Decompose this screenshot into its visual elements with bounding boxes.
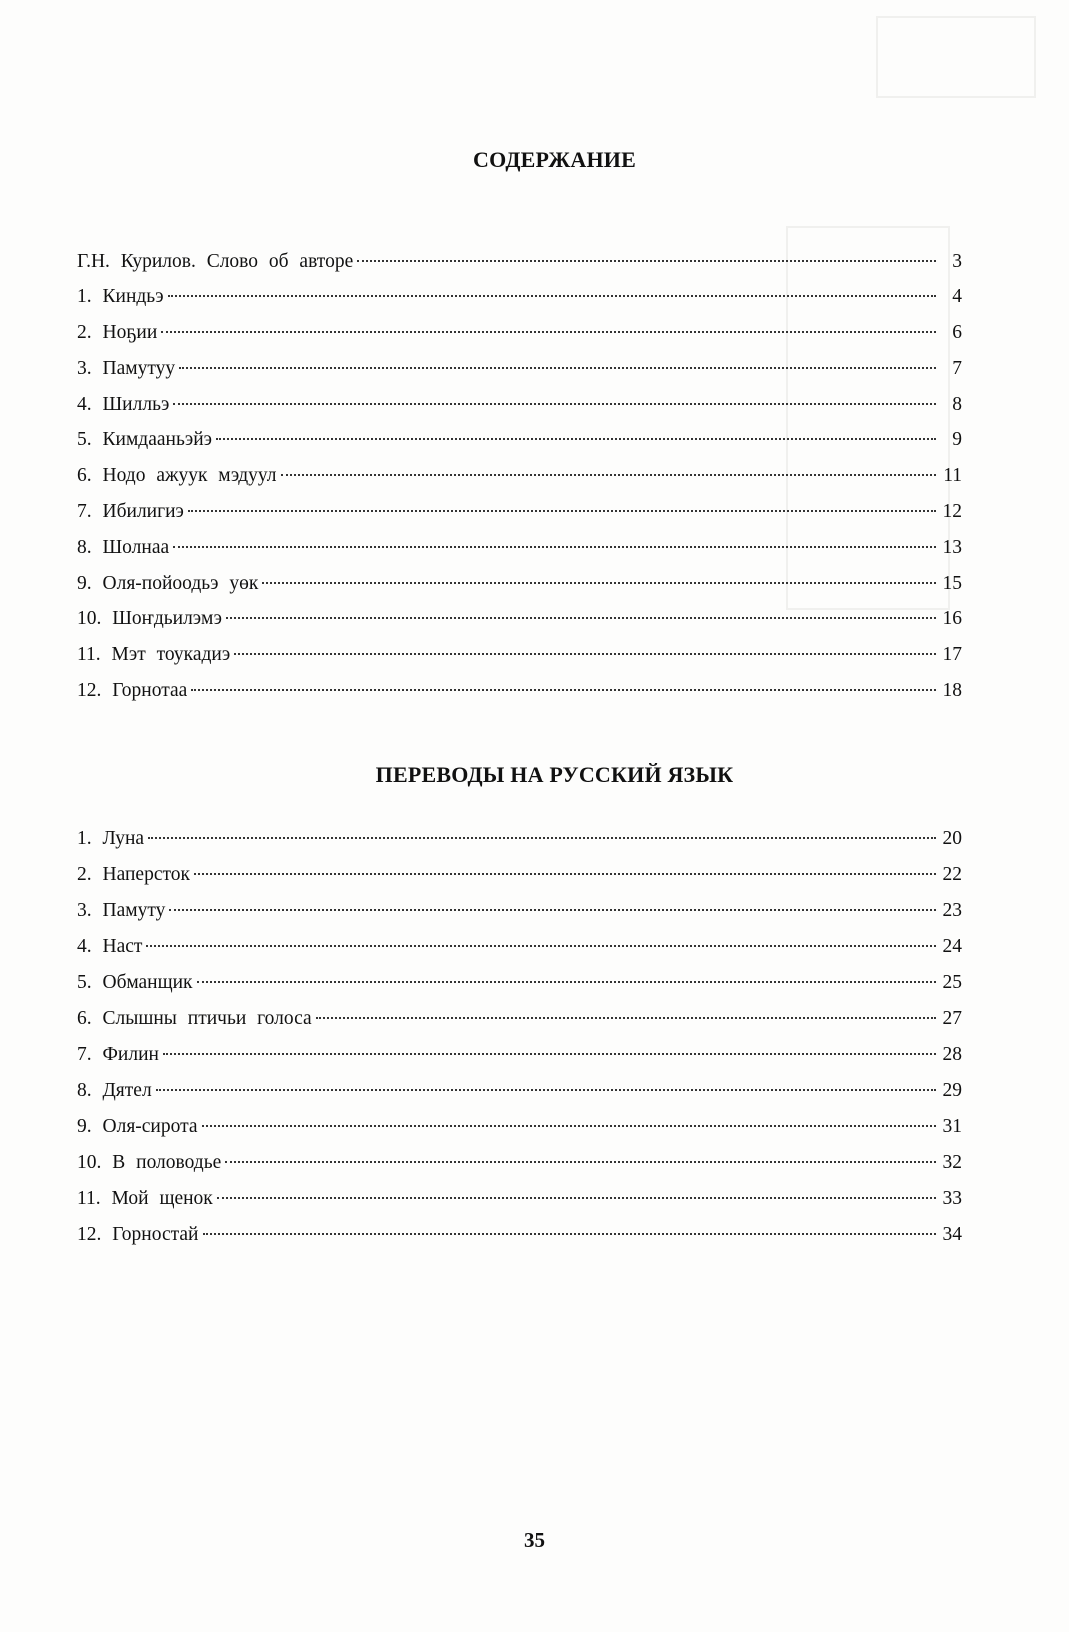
toc-entry-title: 4. Шилльэ — [77, 393, 170, 415]
dot-leader — [188, 491, 936, 513]
toc-entry-title: 4. Наст — [77, 935, 143, 957]
toc-page-number: 18 — [942, 680, 962, 702]
toc-entry-title: 9. Оля-пойоодьэ уөк — [77, 572, 259, 594]
toc-page-number: 4 — [952, 286, 962, 308]
toc-entry[interactable] — [77, 675, 962, 711]
dot-leader — [316, 997, 936, 1019]
dot-leader — [191, 670, 936, 692]
toc-page-number: 11 — [943, 465, 962, 487]
toc-page-number: 22 — [942, 863, 962, 885]
contents-list — [77, 245, 962, 710]
toc-entry[interactable] — [77, 1218, 962, 1254]
stamp-showthrough — [876, 16, 1036, 98]
toc-entry-title: 2. Ноҕии — [77, 322, 158, 344]
toc-page-number: 17 — [942, 644, 962, 666]
toc-page-number: 15 — [942, 572, 962, 594]
toc-entry-title: 11. Мэт тоукадиэ — [77, 644, 231, 666]
toc-entry-title: 10. В половодье — [77, 1151, 222, 1173]
dot-leader — [169, 889, 936, 911]
toc-entry-title: 1. Луна — [77, 827, 145, 849]
toc-entry-title: 6. Нодо ажуук мэдуул — [77, 465, 277, 487]
dot-leader — [262, 562, 936, 584]
toc-entry-title: 8. Шолнаа — [77, 536, 170, 558]
toc-entry-title: 8. Дятел — [77, 1079, 152, 1101]
dot-leader — [156, 1069, 936, 1091]
translations-list — [77, 822, 962, 1254]
toc-entry-title: 6. Слышны птичьи голоса — [77, 1007, 312, 1029]
dot-leader — [226, 598, 936, 620]
dot-leader — [161, 312, 936, 334]
toc-entry-title: 1. Киндьэ — [77, 286, 164, 308]
toc-entry-title: 9. Оля-сирота — [77, 1115, 198, 1137]
translations-heading: ПЕРЕВОДЫ НА РУССКИЙ ЯЗЫК — [375, 761, 734, 787]
dot-leader — [179, 347, 936, 369]
dot-leader — [216, 419, 936, 441]
toc-page-number: 34 — [942, 1223, 962, 1245]
toc-page-number: 9 — [952, 429, 962, 451]
dot-leader — [148, 817, 936, 839]
toc-entry-title: 12. Горнотаа — [77, 680, 188, 702]
dot-leader — [202, 1105, 936, 1127]
dot-leader — [281, 455, 936, 477]
toc-entry-title: 12. Горностай — [77, 1223, 199, 1245]
toc-entry-title: 7. Филин — [77, 1043, 159, 1065]
dot-leader — [173, 383, 936, 405]
dot-leader — [234, 634, 936, 656]
toc-page-number: 3 — [952, 250, 962, 272]
toc-page-number: 27 — [942, 1007, 962, 1029]
toc-page-number: 8 — [952, 393, 962, 415]
toc-entry-title: 11. Мой щенок — [77, 1187, 213, 1209]
toc-page-number: 31 — [942, 1115, 962, 1137]
dot-leader — [225, 1141, 936, 1163]
toc-page-number: 13 — [942, 536, 962, 558]
toc-page-number: 7 — [952, 357, 962, 379]
toc-entry-title: Г.Н. Курилов. Слово об авторе — [77, 250, 354, 272]
dot-leader — [146, 925, 936, 947]
toc-entry-title: 5. Обманщик — [77, 971, 193, 993]
dot-leader — [357, 240, 936, 262]
toc-page-number: 16 — [942, 608, 962, 630]
toc-page-number: 29 — [942, 1079, 962, 1101]
toc-entry-title: 5. Кимдааньэйэ — [77, 429, 213, 451]
dot-leader — [173, 526, 936, 548]
toc-entry-title: 10. Шоҥдьилэмэ — [77, 608, 222, 630]
contents-heading: СОДЕРЖАНИЕ — [473, 146, 636, 172]
toc-entry-title: 3. Памуту — [77, 899, 166, 921]
dot-leader — [217, 1177, 936, 1199]
toc-page-number: 24 — [942, 935, 962, 957]
toc-entry-title: 2. Наперсток — [77, 863, 190, 885]
toc-page-number: 6 — [952, 322, 962, 344]
toc-page-number: 32 — [942, 1151, 962, 1173]
dot-leader — [163, 1033, 936, 1055]
dot-leader — [203, 1213, 937, 1235]
toc-entry-title: 3. Памутуу — [77, 357, 176, 379]
toc-page-number: 25 — [942, 971, 962, 993]
page-number: 35 — [524, 1528, 545, 1552]
toc-page-number: 20 — [942, 827, 962, 849]
toc-page-number: 23 — [942, 899, 962, 921]
toc-page-number: 12 — [942, 501, 962, 523]
dot-leader — [168, 276, 936, 298]
toc-page-number: 33 — [942, 1187, 962, 1209]
dot-leader — [197, 961, 936, 983]
toc-page-number: 28 — [942, 1043, 962, 1065]
toc-entry-title: 7. Ибилигиэ — [77, 501, 184, 523]
dot-leader — [194, 853, 936, 875]
